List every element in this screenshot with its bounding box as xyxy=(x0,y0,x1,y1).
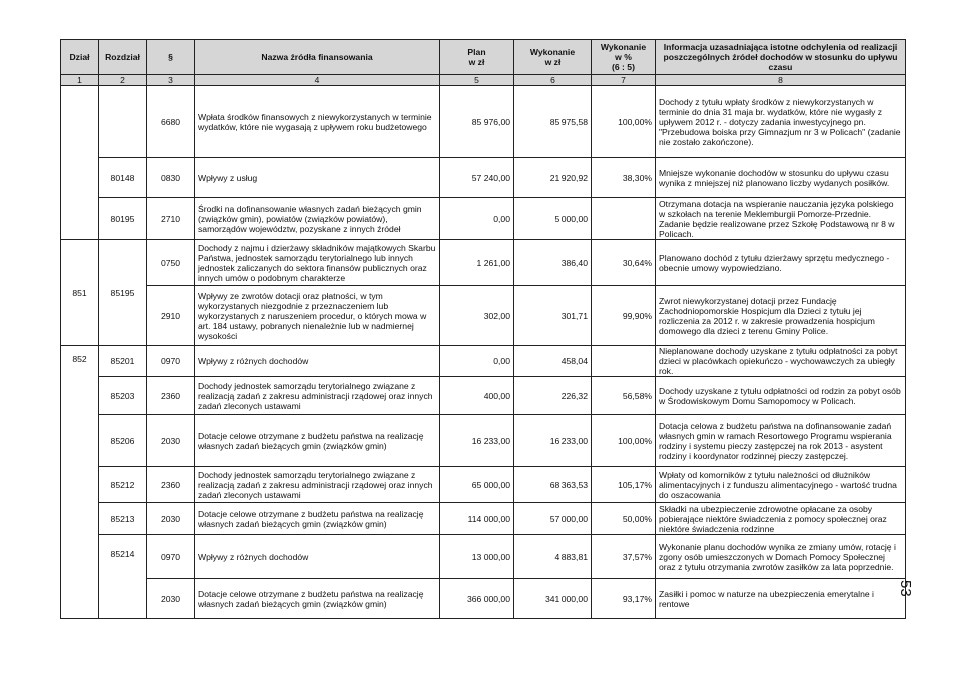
cell-plan: 13 000,00 xyxy=(440,535,514,579)
cell-pct: 30,64% xyxy=(592,240,656,286)
cell-dzial: 852 xyxy=(61,346,99,619)
header-nazwa: Nazwa źródła finansowania xyxy=(195,40,440,75)
cell-plan: 65 000,00 xyxy=(440,467,514,503)
cell-rozdzial xyxy=(99,86,147,158)
cell-paragraf: 0970 xyxy=(147,535,195,579)
cell-wykonanie: 386,40 xyxy=(514,240,592,286)
cell-paragraf: 2030 xyxy=(147,415,195,467)
cell-wykonanie: 16 233,00 xyxy=(514,415,592,467)
cell-wykonanie: 301,71 xyxy=(514,286,592,346)
cell-nazwa: Środki na dofinansowanie własnych zadań bieżących gmin (związków gmin), powiatów (związków powiatów), samorządów województw, pozyskane z innych źródeł xyxy=(195,198,440,240)
cell-info: Dotacja celowa z budżetu państwa na dofinansowanie zadań własnych gmin w ramach Resortowego Programu wspierania rodziny i systemu pieczy zastępczej na rok 2013 - asystent rodziny i koordynator rodzinnej pieczy zastępczej. xyxy=(656,415,906,467)
cell-rozdzial: 85213 xyxy=(99,503,147,535)
cell-rozdzial: 85214 xyxy=(99,535,147,619)
cell-nazwa: Dotacje celowe otrzymane z budżetu państwa na realizację własnych zadań bieżących gmin (związków gmin) xyxy=(195,415,440,467)
table-row xyxy=(61,198,906,240)
cell-pct: 37,57% xyxy=(592,535,656,579)
cell-nazwa: Wpływy ze zwrotów dotacji oraz płatności, w tym wykorzystanych niezgodnie z przeznaczeniem lub wykorzystanych z naruszeniem procedur, o których mowa w art. 184 ustawy, pobranych nienależnie lub w nadmiernej wysokości xyxy=(195,286,440,346)
cell-plan: 366 000,00 xyxy=(440,579,514,619)
col-number: 5 xyxy=(440,75,514,86)
table-row xyxy=(61,415,906,467)
cell-paragraf: 2910 xyxy=(147,286,195,346)
cell-info: Planowano dochód z tytułu dzierżawy sprzętu medycznego - obecnie umowy wypowiedziano. xyxy=(656,240,906,286)
cell-paragraf: 2360 xyxy=(147,377,195,415)
cell-info: Dochody z tytułu wpłaty środków z niewykorzystanych w terminie do dnia 31 maja br. wydatków, które nie wygasły z upływem 2012 r. - dotyczy zadania inwestycyjnego pn. "Przebudowa boiska przy Gimnazjum nr 3 w Policach" (zadanie nie zostało zakończone). xyxy=(656,86,906,158)
header-informacja: Informacja uzasadniająca istotne odchylenia od realizacji poszczególnych źródeł dochodów w stosunku do upływu czasu xyxy=(656,40,906,75)
table-row xyxy=(61,158,906,198)
cell-paragraf: 2360 xyxy=(147,467,195,503)
table-row xyxy=(61,535,906,579)
cell-paragraf: 2710 xyxy=(147,198,195,240)
table-row xyxy=(61,579,906,619)
cell-wykonanie: 21 920,92 xyxy=(514,158,592,198)
cell-plan: 0,00 xyxy=(440,198,514,240)
cell-nazwa: Dochody z najmu i dzierżawy składników majątkowych Skarbu Państwa, jednostek samorządu terytorialnego lub innych jednostek zaliczanych do sektora finansów publicznych oraz innych umów o podobnym charakterze xyxy=(195,240,440,286)
cell-paragraf: 2030 xyxy=(147,579,195,619)
header-wykonanie: Wykonanie w zł xyxy=(514,40,592,75)
cell-nazwa: Dotacje celowe otrzymane z budżetu państwa na realizację własnych zadań bieżących gmin (związków gmin) xyxy=(195,503,440,535)
cell-plan: 0,00 xyxy=(440,346,514,377)
cell-wykonanie: 226,32 xyxy=(514,377,592,415)
col-number: 6 xyxy=(514,75,592,86)
cell-info: Nieplanowane dochody uzyskane z tytułu odpłatności za pobyt dzieci w placówkach opiekuńczo - wychowawczych za ubiegły rok. xyxy=(656,346,906,377)
page-number: 53 xyxy=(897,580,914,597)
table-row xyxy=(61,240,906,286)
table-row xyxy=(61,467,906,503)
table-header xyxy=(61,40,906,86)
cell-info: Mniejsze wykonanie dochodów w stosunku do upływu czasu wynika z mniejszej niż planowano liczby wydanych posiłków. xyxy=(656,158,906,198)
header-dzial: Dział xyxy=(61,40,99,75)
cell-info: Wykonanie planu dochodów wynika ze zmiany umów, rotację i zgony osób umieszczonych w Domach Pomocy Społecznej oraz z tytułu otrzymania zwrotów zasiłków za lata poprzednie. xyxy=(656,535,906,579)
cell-rozdzial: 85201 xyxy=(99,346,147,377)
cell-nazwa: Wpływy z różnych dochodów xyxy=(195,535,440,579)
header-wykonanie-pct: Wykonanie w % (6 : 5) xyxy=(592,40,656,75)
cell-nazwa: Wpływy z różnych dochodów xyxy=(195,346,440,377)
cell-rozdzial: 85203 xyxy=(99,377,147,415)
table-row xyxy=(61,346,906,377)
cell-info: Wpłaty od komorników z tytułu należności od dłużników alimentacyjnych i z funduszu alimentacyjnego - wartość trudna do oszacowania xyxy=(656,467,906,503)
cell-plan: 302,00 xyxy=(440,286,514,346)
col-number: 4 xyxy=(195,75,440,86)
cell-wykonanie: 4 883,81 xyxy=(514,535,592,579)
table-row xyxy=(61,377,906,415)
table-row xyxy=(61,86,906,158)
cell-plan: 1 261,00 xyxy=(440,240,514,286)
cell-plan: 400,00 xyxy=(440,377,514,415)
col-number: 8 xyxy=(656,75,906,86)
cell-rozdzial: 80195 xyxy=(99,198,147,240)
revenue-table xyxy=(60,39,906,619)
header-plan: Plan w zł xyxy=(440,40,514,75)
cell-wykonanie: 341 000,00 xyxy=(514,579,592,619)
cell-rozdzial: 85212 xyxy=(99,467,147,503)
cell-plan: 57 240,00 xyxy=(440,158,514,198)
cell-pct: 50,00% xyxy=(592,503,656,535)
cell-pct: 93,17% xyxy=(592,579,656,619)
cell-pct xyxy=(592,198,656,240)
cell-dzial: 851 xyxy=(61,240,99,346)
cell-plan: 85 976,00 xyxy=(440,86,514,158)
cell-paragraf: 2030 xyxy=(147,503,195,535)
cell-rozdzial: 85206 xyxy=(99,415,147,467)
cell-wykonanie: 458,04 xyxy=(514,346,592,377)
header-paragraf: § xyxy=(147,40,195,75)
cell-wykonanie: 5 000,00 xyxy=(514,198,592,240)
cell-pct: 105,17% xyxy=(592,467,656,503)
cell-info: Zasiłki i pomoc w naturze na ubezpieczenia emerytalne i rentowe xyxy=(656,579,906,619)
cell-nazwa: Dochody jednostek samorządu terytorialnego związane z realizacją zadań z zakresu administracji rządowej oraz innych zadań zleconych ustawami xyxy=(195,467,440,503)
cell-nazwa: Wpłata środków finansowych z niewykorzystanych w terminie wydatków, które nie wygasają z upływem roku budżetowego xyxy=(195,86,440,158)
cell-paragraf: 0970 xyxy=(147,346,195,377)
cell-dzial xyxy=(61,86,99,240)
cell-pct: 99,90% xyxy=(592,286,656,346)
cell-pct xyxy=(592,346,656,377)
cell-nazwa: Wpływy z usług xyxy=(195,158,440,198)
cell-info: Zwrot niewykorzystanej dotacji przez Fundację Zachodniopomorskie Hospicjum dla Dzieci z tytułu jej rozliczenia za 2012 r. w zakresie prowadzenia hospicjum domowego dla dzieci z terenu Gminy Police. xyxy=(656,286,906,346)
cell-rozdzial: 85195 xyxy=(99,240,147,346)
cell-pct: 56,58% xyxy=(592,377,656,415)
col-number: 1 xyxy=(61,75,99,86)
cell-info: Składki na ubezpieczenie zdrowotne opłacane za osoby pobierające niektóre świadczenia z pomocy społecznej oraz niektóre świadczenia rodzinne xyxy=(656,503,906,535)
col-number: 2 xyxy=(99,75,147,86)
cell-rozdzial: 80148 xyxy=(99,158,147,198)
cell-plan: 114 000,00 xyxy=(440,503,514,535)
cell-paragraf: 0750 xyxy=(147,240,195,286)
cell-nazwa: Dochody jednostek samorządu terytorialnego związane z realizacją zadań z zakresu administracji rządowej oraz innych zadań zleconych ustawami xyxy=(195,377,440,415)
table-row xyxy=(61,503,906,535)
cell-wykonanie: 85 975,58 xyxy=(514,86,592,158)
cell-paragraf: 6680 xyxy=(147,86,195,158)
cell-wykonanie: 57 000,00 xyxy=(514,503,592,535)
cell-pct: 100,00% xyxy=(592,86,656,158)
cell-pct: 38,30% xyxy=(592,158,656,198)
col-number: 7 xyxy=(592,75,656,86)
table-row xyxy=(61,286,906,346)
cell-nazwa: Dotacje celowe otrzymane z budżetu państwa na realizację własnych zadań bieżących gmin (związków gmin) xyxy=(195,579,440,619)
table-body xyxy=(61,86,906,619)
cell-plan: 16 233,00 xyxy=(440,415,514,467)
cell-pct: 100,00% xyxy=(592,415,656,467)
cell-wykonanie: 68 363,53 xyxy=(514,467,592,503)
cell-paragraf: 0830 xyxy=(147,158,195,198)
cell-info: Otrzymana dotacja na wspieranie nauczania języka polskiego w szkołach na terenie Meklemburgii Pomorze-Przednie. Zadanie będzie realizowane przez Szkołę Podstawową nr 8 w Policach. xyxy=(656,198,906,240)
cell-info: Dochody uzyskane z tytułu odpłatności od rodzin za pobyt osób w Środowiskowym Domu Samopomocy w Policach. xyxy=(656,377,906,415)
col-number: 3 xyxy=(147,75,195,86)
header-rozdzial: Rozdział xyxy=(99,40,147,75)
